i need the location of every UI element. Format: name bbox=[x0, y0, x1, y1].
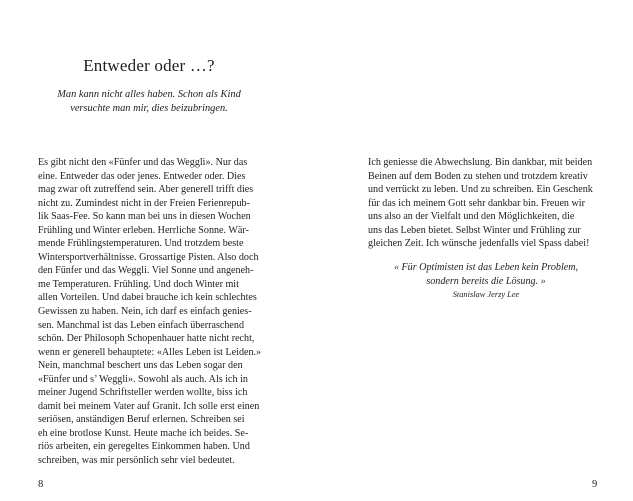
text-line: Gewissen zu haben. Nein, ich darf es einfach genies- bbox=[38, 306, 252, 318]
text-line: für das ich meinem Gott sehr dankbar bin. Freuen wir bbox=[368, 197, 585, 209]
text-line: uns also an der Vielfalt und den Möglichkeiten, die bbox=[368, 211, 575, 223]
quote bbox=[368, 261, 604, 288]
text-line: den Fünfer und das Weggli. Viel Sonne und angeneh- bbox=[38, 265, 254, 277]
text-line: schreiben, was mir persönlich sehr viel bedeutet. bbox=[38, 455, 235, 467]
text-line: me Temperaturen. Frühling. Und doch Winter mit bbox=[38, 278, 239, 290]
quote-line: « Für Optimisten ist das Leben kein Problem, bbox=[393, 262, 579, 273]
text-line: meiner Jugend Schriftsteller werden wollte, biss ich bbox=[38, 387, 248, 399]
text-line: gleichen Zeit. Ich wünsche jedenfalls viel Spass dabei! bbox=[368, 238, 590, 250]
text-line: lik Saas-Fee. So kann man bei uns in diesen Wochen bbox=[38, 211, 251, 223]
text-line: Beinen auf dem Boden zu stehen und trotzdem kreativ bbox=[368, 170, 588, 182]
text-line: mag zwar oft zutreffend sein. Aber generell trifft dies bbox=[38, 184, 254, 196]
text-line: Es gibt nicht den «Fünfer und das Weggli». Nur das bbox=[38, 157, 248, 168]
text-line: «Fünfer und s’ Weggli». Sowohl als auch. Als ich in bbox=[38, 373, 248, 385]
left-page bbox=[0, 0, 316, 501]
text-line: Nein, manchmal beschert uns das Leben sogar den bbox=[38, 360, 243, 372]
text-line: sen. Manchmal ist das Leben einfach überraschend bbox=[38, 319, 245, 331]
page-number-left: 8 bbox=[38, 479, 44, 490]
text-line: uns das Leben bietet. Selbst Winter und Frühling zur bbox=[368, 224, 581, 236]
text-line: schön. Der Philosoph Schopenhauer hatte nicht recht, bbox=[38, 333, 255, 345]
text-line: seriösen, anständigen Beruf erlernen. Schreiben sei bbox=[38, 414, 245, 426]
text-line: Frühling und Winter erleben. Herrliche Sonne. Wär- bbox=[38, 224, 249, 236]
page-number-right: 9 bbox=[592, 479, 598, 490]
text-line: mende Frühlingstemperaturen. Und trotzdem beste bbox=[38, 238, 244, 250]
text-line: Wintersportverhältnisse. Grossartige Pisten. Also doch bbox=[38, 251, 259, 263]
text-line: eh eine brotlose Kunst. Heute mache ich beides. Se- bbox=[38, 427, 249, 439]
right-body-text bbox=[368, 156, 604, 251]
text-line: und verrückt zu leben. Und zu schreiben. Ein Geschenk bbox=[368, 184, 593, 196]
text-line: damit bei meinem Vater auf Granit. Ich solle erst einen bbox=[38, 400, 260, 412]
chapter-subtitle bbox=[38, 88, 260, 115]
quote-author: Stanislaw Jerzy Lee bbox=[452, 290, 520, 299]
subtitle-line: Man kann nicht alles haben. Schon als Kind bbox=[57, 89, 241, 100]
left-body-text bbox=[38, 156, 274, 468]
text-line: wenn er generell behauptete: «Alles Leben ist Leiden.» bbox=[38, 346, 262, 358]
subtitle-line: versuchte man mir, dies beizubringen. bbox=[70, 102, 228, 114]
text-line: allen Vorteilen. Und dabei brauche ich kein schlechtes bbox=[38, 292, 257, 304]
text-line: nicht zu. Zumindest nicht in der Freien Ferienrepub- bbox=[38, 197, 250, 209]
chapter-title: Entweder oder …? bbox=[83, 56, 215, 75]
text-line: riös arbeiten, ein geregeltes Einkommen haben. Und bbox=[38, 441, 250, 453]
right-page bbox=[316, 0, 633, 501]
quote-line: sondern bereits die Lösung. » bbox=[426, 275, 546, 287]
text-line: Ich geniesse die Abwechslung. Bin dankbar, mit beiden bbox=[368, 157, 593, 168]
text-line: eine. Entweder das oder jenes. Entweder oder. Dies bbox=[38, 170, 246, 182]
